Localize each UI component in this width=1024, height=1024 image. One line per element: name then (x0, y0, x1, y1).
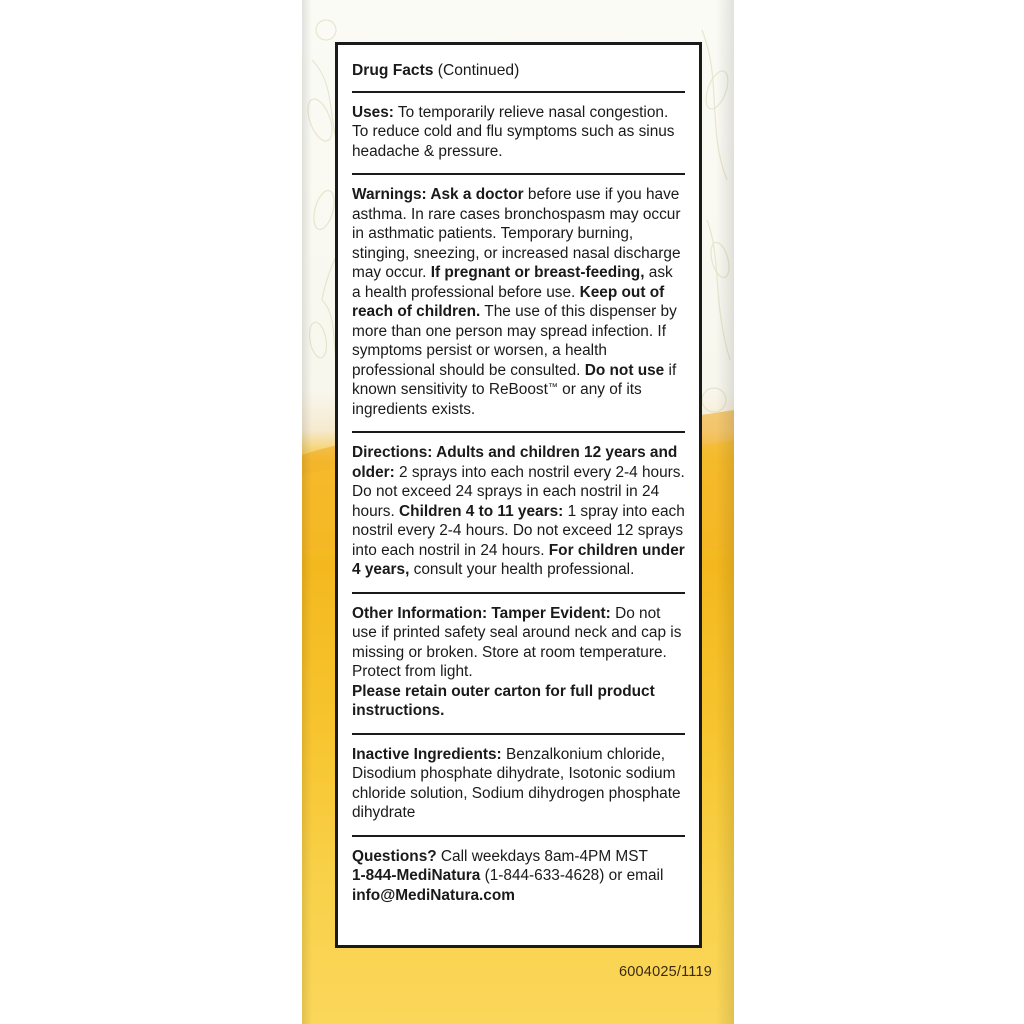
tamper-evident-label: Tamper Evident: (487, 604, 611, 622)
uses-section (352, 91, 685, 174)
pregnant-label: If pregnant or breast-feeding, (426, 264, 645, 281)
drug-facts-continued: (Continued) (433, 62, 520, 79)
carton-shadow-right (716, 0, 734, 1024)
questions-label: Questions? (352, 847, 437, 865)
warnings-text-5: or any of its ingredients exists. (352, 381, 642, 418)
warnings-text-3: The use of this dispenser by more than one person may spread infection. If symptoms persist or worsen, a health professional should be consulted. (352, 303, 677, 379)
drug-facts-heading (352, 45, 685, 91)
carton-shadow-left (302, 0, 312, 1024)
phone-name: 1-844-MediNatura (352, 867, 481, 884)
keep-out-label: Keep out of reach of children. (352, 283, 665, 320)
retain-carton-notice: Please retain outer carton for full product instructions. (352, 682, 655, 719)
directions-section (352, 431, 685, 592)
under-4-label: For children under 4 years, (352, 541, 685, 578)
adults-label: Adults and children 12 years and older: (352, 444, 678, 481)
directions-text-3: consult your health professional. (409, 561, 635, 578)
directions-label: Directions: (352, 444, 433, 461)
other-information-section (352, 592, 685, 733)
warnings-text-1: before use if you have asthma. In rare cases bronchospasm may occur in asthmatic patients. Temporary burning, stinging, sneezing, or increased nasal discharge may occur. (352, 186, 681, 281)
ask-doctor-label: Ask a doctor (426, 186, 524, 203)
drug-facts-title: Drug Facts (352, 62, 434, 79)
questions-section (352, 835, 685, 918)
drug-facts-panel (335, 42, 702, 948)
directions-text-2: 1 spray into each nostril every 2-4 hours. Do not exceed 12 sprays into each nostril in 24 hours. (352, 502, 685, 559)
questions-phone-text: (1-844-633-4628) or email (480, 867, 664, 884)
product-code: 6004025/1119 (619, 964, 712, 980)
trademark-symbol: ™ (547, 382, 558, 393)
inactive-ingredients-section (352, 733, 685, 835)
uses-text: To temporarily relieve nasal congestion. To reduce cold and flu symptoms such as sinus headache & pressure. (352, 103, 675, 160)
inactive-ingredients-label: Inactive Ingredients: (352, 745, 502, 763)
inactive-ingredients-text: Benzalkonium chloride, Disodium phosphate dihydrate, Isotonic sodium chloride solution, Sodium dihydrogen phosphate dihydrate (352, 745, 681, 821)
warnings-text-2: ask a health professional before use. (352, 264, 673, 301)
warnings-label: Warnings: (352, 186, 427, 203)
warnings-section (352, 173, 685, 431)
questions-hours: Call weekdays 8am-4PM MST (436, 847, 648, 865)
contact-email: info@MediNatura.com (352, 886, 515, 904)
other-information-text: Do not use if printed safety seal around neck and cap is missing or broken. Store at room temperature. Protect from light. (352, 604, 682, 680)
other-information-label: Other Information: (352, 604, 488, 622)
do-not-use-label: Do not use (580, 361, 665, 379)
warnings-text-4: if known sensitivity to ReBoost (352, 361, 677, 398)
uses-label: Uses: (352, 103, 394, 121)
directions-text-1: 2 sprays into each nostril every 2-4 hours. Do not exceed 24 sprays in each nostril in 24 hours. (352, 463, 685, 520)
children-label: Children 4 to 11 years: (394, 502, 564, 520)
